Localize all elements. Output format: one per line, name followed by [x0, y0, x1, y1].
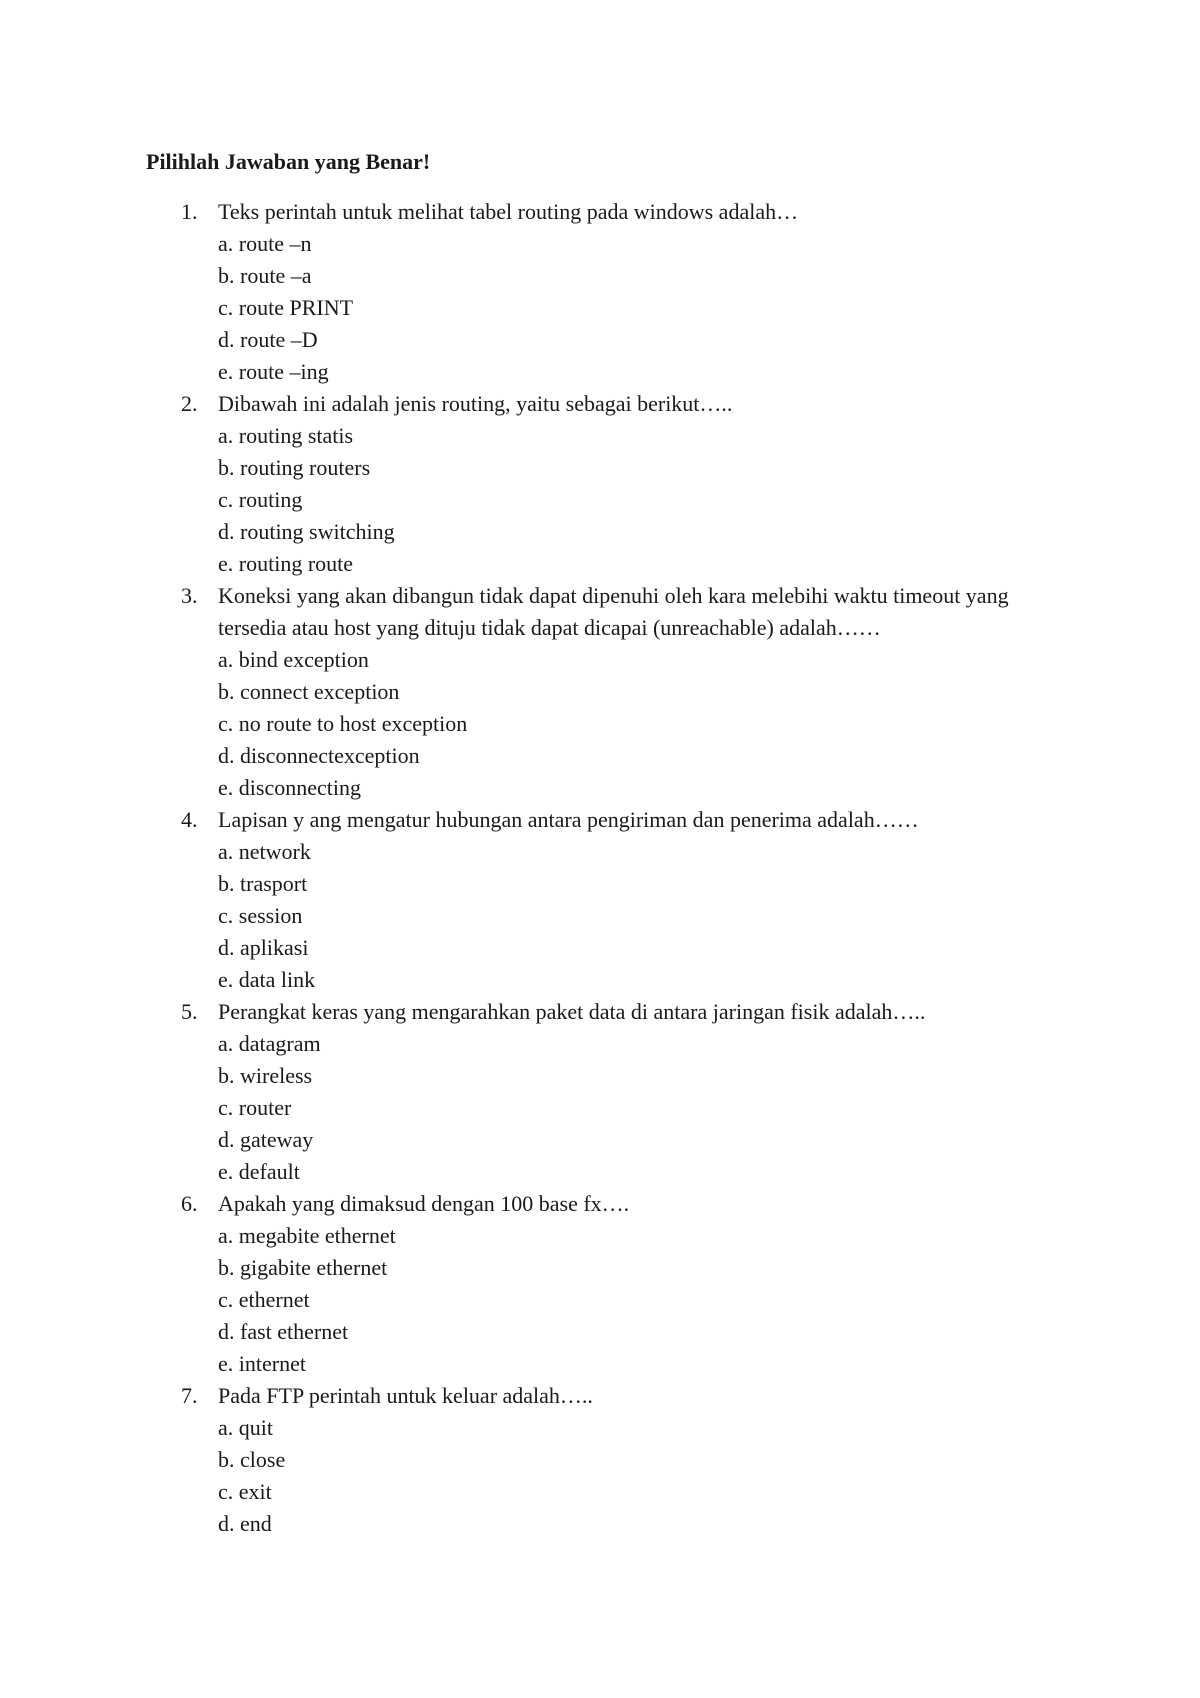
answer-option: d. routing switching: [218, 519, 395, 544]
answer-option: d. fast ethernet: [218, 1319, 349, 1344]
question-text: Pada FTP perintah untuk keluar adalah…..: [218, 1383, 593, 1408]
answer-option: a. megabite ethernet: [218, 1223, 396, 1248]
answer-options: [218, 836, 1200, 996]
answer-option: b. route –a: [218, 263, 312, 288]
answer-option: b. connect exception: [218, 679, 400, 704]
answer-option: c. exit: [218, 1479, 272, 1504]
answer-option: a. quit: [218, 1415, 273, 1440]
answer-option: b. trasport: [218, 871, 308, 896]
answer-option: e. data link: [218, 967, 316, 992]
answer-options: [218, 1028, 1200, 1188]
answer-options: [218, 228, 1200, 388]
answer-option: b. close: [218, 1447, 286, 1472]
question-item: [0, 388, 1200, 580]
question-number: 3.: [181, 583, 198, 608]
question-item: [0, 196, 1200, 388]
answer-option: b. gigabite ethernet: [218, 1255, 388, 1280]
answer-option: c. routing: [218, 487, 303, 512]
answer-option: a. network: [218, 839, 311, 864]
answer-option: e. routing route: [218, 551, 354, 576]
question-text: Apakah yang dimaksud dengan 100 base fx….: [218, 1191, 630, 1216]
question-item: [0, 580, 1200, 804]
answer-option: d. aplikasi: [218, 935, 309, 960]
question-number: 2.: [181, 391, 198, 416]
answer-options: [218, 644, 1200, 804]
question-text: Teks perintah untuk melihat tabel routing pada windows adalah…: [218, 199, 799, 224]
answer-option: a. bind exception: [218, 647, 369, 672]
answer-option: e. route –ing: [218, 359, 329, 384]
question-item: [0, 996, 1200, 1188]
answer-option: c. ethernet: [218, 1287, 310, 1312]
answer-option: c. router: [218, 1095, 292, 1120]
question-number: 5.: [181, 999, 198, 1024]
answer-option: d. gateway: [218, 1127, 314, 1152]
answer-option: e. disconnecting: [218, 775, 361, 800]
answer-option: a. route –n: [218, 231, 312, 256]
question-item: [0, 1188, 1200, 1380]
question-list: [0, 196, 1200, 1540]
question-number: 6.: [181, 1191, 198, 1216]
answer-option: a. routing statis: [218, 423, 354, 448]
question-number: 7.: [181, 1383, 198, 1408]
answer-option: e. default: [218, 1159, 300, 1184]
answer-option: d. route –D: [218, 327, 318, 352]
question-text: Perangkat keras yang mengarahkan paket data di antara jaringan fisik adalah…..: [218, 999, 926, 1024]
question-item: [0, 1380, 1200, 1540]
question-item: [0, 804, 1200, 996]
answer-option: c. session: [218, 903, 303, 928]
answer-option: c. route PRINT: [218, 295, 354, 320]
answer-option: b. wireless: [218, 1063, 313, 1088]
question-text: Koneksi yang akan dibangun tidak dapat dipenuhi oleh kara melebihi waktu timeout yang tersedia atau host yang dituju tidak dapat dicapai (unreachable) adalah……: [218, 583, 1009, 640]
instruction-heading: Pilihlah Jawaban yang Benar!: [146, 149, 431, 174]
answer-option: b. routing routers: [218, 455, 371, 480]
answer-options: [218, 1412, 1200, 1540]
answer-option: d. end: [218, 1511, 272, 1536]
answer-option: e. internet: [218, 1351, 306, 1376]
answer-option: c. no route to host exception: [218, 711, 468, 736]
question-text: Lapisan y ang mengatur hubungan antara pengiriman dan penerima adalah……: [218, 807, 919, 832]
question-text: Dibawah ini adalah jenis routing, yaitu sebagai berikut…..: [218, 391, 733, 416]
answer-option: d. disconnectexception: [218, 743, 420, 768]
answer-option: a. datagram: [218, 1031, 321, 1056]
question-number: 4.: [181, 807, 198, 832]
question-number: 1.: [181, 199, 198, 224]
answer-options: [218, 1220, 1200, 1380]
answer-options: [218, 420, 1200, 580]
